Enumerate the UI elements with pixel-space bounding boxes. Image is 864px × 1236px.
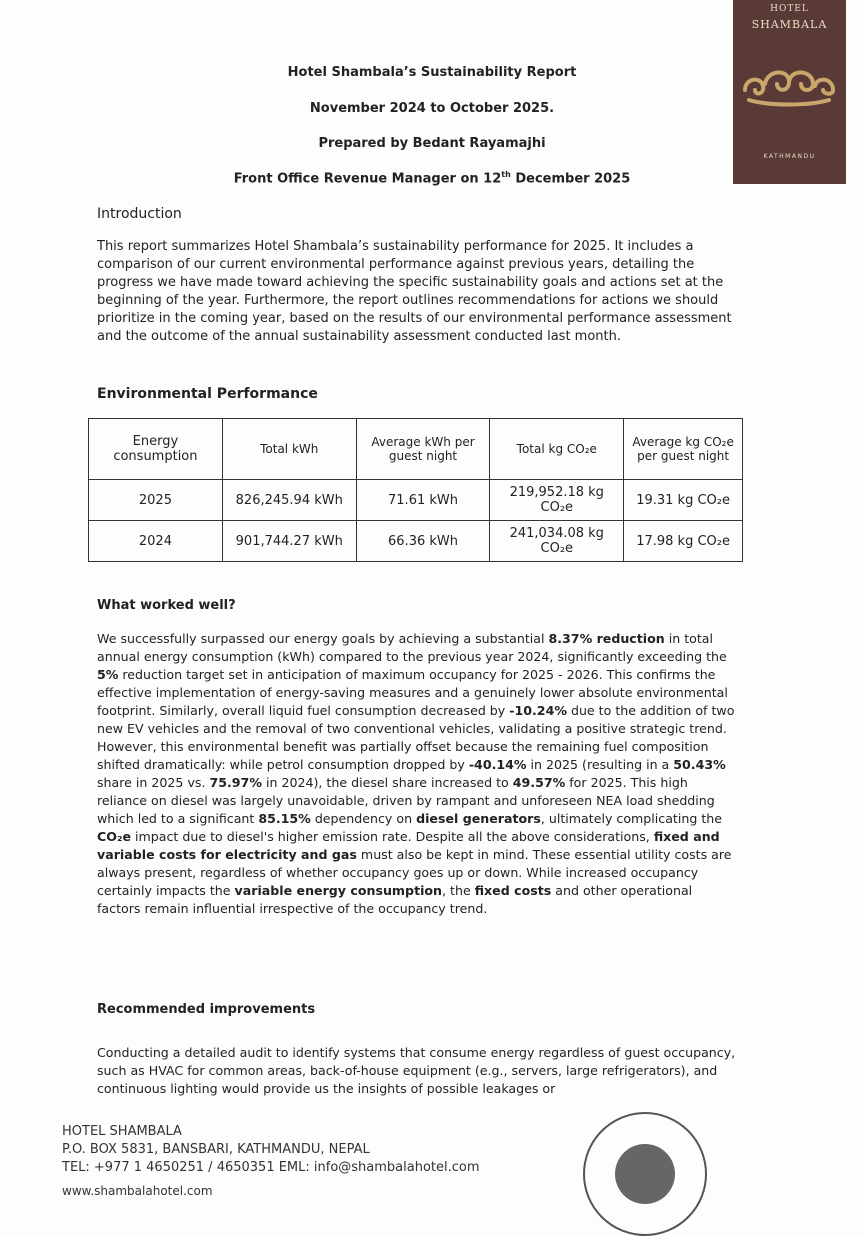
cell-avg-kwh: 66.36 kWh: [356, 521, 490, 562]
emphasis-text: 49.57%: [512, 775, 566, 790]
table-row: [89, 521, 743, 562]
header-cell: Energy consumption: [89, 419, 223, 480]
introduction-heading: Introduction: [97, 206, 182, 222]
hotel-seal-stamp: [583, 1112, 707, 1236]
cell-year: 2025: [89, 480, 223, 521]
body-text: , ultimately complicating the: [540, 811, 723, 826]
prepared-by: Prepared by Bedant Rayamajhi: [318, 136, 546, 151]
footer-address: P.O. BOX 5831, BANSBARI, KATHMANDU, NEPAL: [62, 1142, 370, 1157]
body-text: due to the addition of two new EV vehicles and the removal of two conventional vehicles, validating a positive strategic trend. However, this environmental benefit was partially offset because the remaining fuel composition shifted dramatically: while petrol consumption dropped by: [97, 703, 735, 772]
emphasis-text: 50.43%: [673, 757, 726, 772]
header-cell: Total kWh: [222, 419, 356, 480]
report-title: Hotel Shambala’s Sustainability Report: [287, 65, 577, 80]
worked-well-heading: What worked well?: [97, 598, 236, 613]
emphasis-text: -10.24%: [509, 703, 567, 718]
cell-total-co2: 241,034.08 kg CO₂e: [490, 521, 624, 562]
cell-total-kwh: 826,245.94 kWh: [222, 480, 356, 521]
introduction-text: This report summarizes Hotel Shambala’s sustainability performance for 2025. It includes a comparison of our current environmental performance against previous years, detailing the progress we have made toward achieving the specific sustainability goals and actions set at the beginning of the year. Furthermore, the report outlines recommendations for actions we should prioritize in the coming year, based on the results of our environmental performance assessment and the outcome of the annual sustainability assessment conducted last month.: [97, 239, 732, 344]
cell-year: 2024: [89, 521, 223, 562]
footer-website: www.shambalahotel.com: [62, 1184, 213, 1198]
cell-avg-co2: 17.98 kg CO₂e: [624, 521, 743, 562]
emphasis-text: 75.97%: [209, 775, 262, 790]
body-text: and other operational factors remain influential irrespective of the occupancy trend.: [97, 883, 693, 916]
emphasis-text: -40.14%: [468, 757, 527, 772]
body-text: share in 2025 vs.: [97, 775, 210, 790]
footer-hotel-name: HOTEL SHAMBALA: [62, 1124, 182, 1139]
preparer-role: Front Office Revenue Manager on 12th December 2025: [233, 170, 631, 187]
body-text: reduction target set in anticipation of maximum occupancy for 2025 - 2026. This confirms the effective implementation of energy-saving measures and a genuinely lower absolute environmental footprint. Similarly, overall liquid fuel consumption decreased by: [97, 667, 728, 718]
body-text: impact due to diesel's higher emission rate. Despite all the above considerations,: [131, 829, 654, 844]
emphasis-text: variable energy consumption: [234, 883, 443, 898]
cell-avg-kwh: 71.61 kWh: [356, 480, 490, 521]
body-text: , the: [442, 883, 475, 898]
cell-total-co2: 219,952.18 kg CO₂e: [490, 480, 624, 521]
table-header-row: [89, 419, 743, 480]
environmental-performance-heading: Environmental Performance: [97, 386, 318, 402]
emphasis-text: 85.15%: [258, 811, 311, 826]
body-text: in total annual energy consumption (kWh) compared to the previous year 2024, significantly exceeding the: [97, 631, 727, 664]
header-cell: Average kg CO₂e per guest night: [624, 419, 743, 480]
recommended-text: Conducting a detailed audit to identify systems that consume energy regardless of guest occupancy, such as HVAC for common areas, back-of-house equipment (e.g., servers, large refrigerators), and continuous lighting would provide us the insights of possible leakages or: [97, 1045, 736, 1096]
emphasis-text: 5%: [97, 667, 119, 682]
logo-line-hotel: HOTEL: [770, 4, 809, 14]
energy-table: [88, 418, 743, 562]
emphasis-text: CO₂e: [97, 829, 132, 844]
hotel-logo: [733, 0, 846, 184]
header-cell: Total kg CO₂e: [490, 419, 624, 480]
emphasis-text: diesel generators: [416, 811, 541, 826]
recommended-heading: Recommended improvements: [97, 1002, 316, 1017]
body-text: must also be kept in mind. These essential utility costs are always present, regardless of whether occupancy goes up or down. While increased occupancy certainly impacts the: [97, 847, 732, 898]
body-text: We successfully surpassed our energy goals by achieving a substantial: [97, 631, 549, 646]
worked-well-text: [97, 630, 737, 918]
logo-line-shambala: SHAMBALA: [751, 18, 828, 31]
body-text: in 2024), the diesel share increased to: [261, 775, 513, 790]
emphasis-text: 8.37% reduction: [548, 631, 665, 646]
body-text: in 2025 (resulting in a: [526, 757, 674, 772]
emphasis-text: fixed costs: [474, 883, 552, 898]
footer-contact: TEL: +977 1 4650251 / 4650351 EML: info@shambalahotel.com: [62, 1160, 480, 1175]
emphasis-text: fixed and variable costs for electricity and gas: [97, 829, 720, 862]
header-cell: Average kWh per guest night: [356, 419, 490, 480]
body-text: for 2025. This high reliance on diesel was largely unavoidable, driven by rampant and unforeseen NEA load shedding which led to a significant: [97, 775, 715, 826]
body-text: dependency on: [310, 811, 417, 826]
table-row: [89, 480, 743, 521]
seal-emblem-icon: [615, 1144, 675, 1204]
report-period: November 2024 to October 2025.: [309, 101, 555, 116]
logo-line-kathmandu: KATHMANDU: [763, 153, 816, 160]
cell-avg-co2: 19.31 kg CO₂e: [624, 480, 743, 521]
cell-total-kwh: 901,744.27 kWh: [222, 521, 356, 562]
